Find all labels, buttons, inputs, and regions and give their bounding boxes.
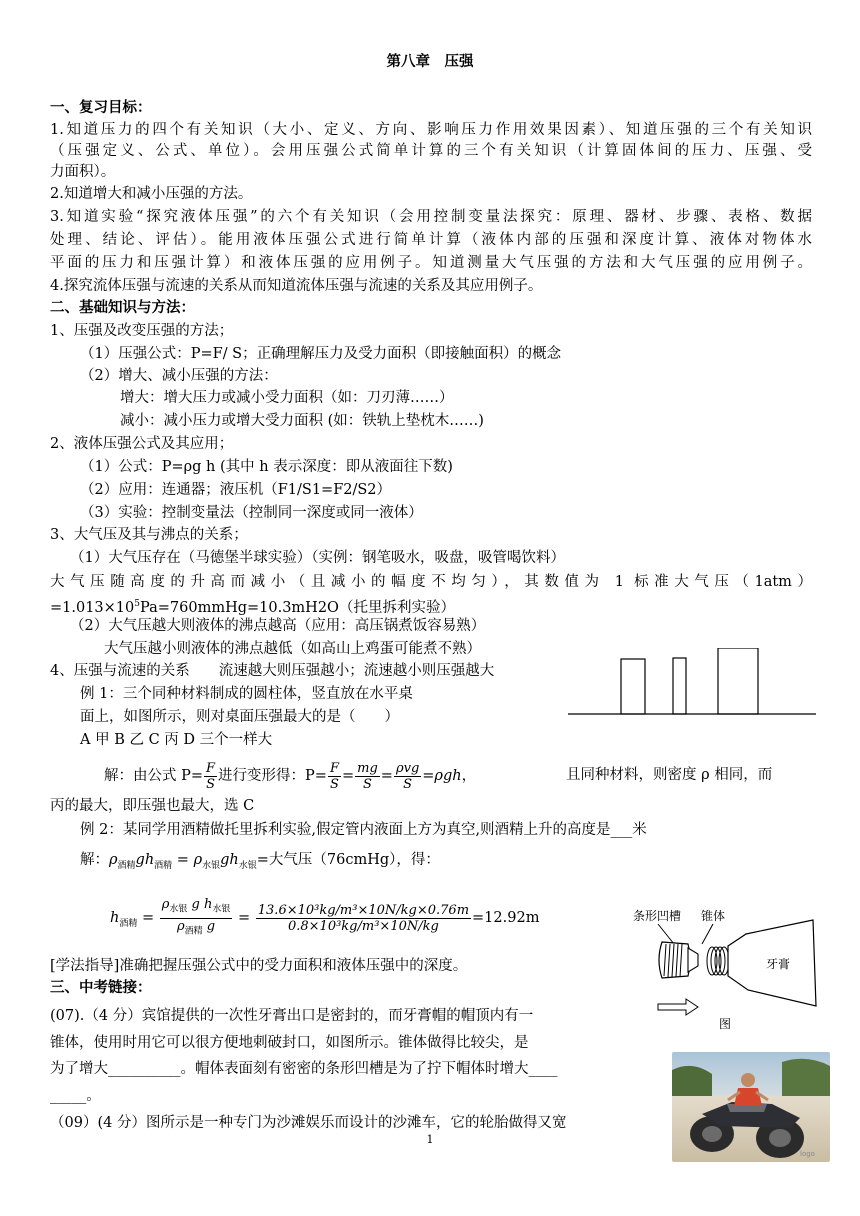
paragraph-line: 大气压随高度的升高而减小（且减小的幅度不均匀），其数值为 1 标准大气压（1atm） [50, 574, 812, 590]
formula-result: ρgh [434, 768, 462, 784]
list-item: （1）大气压存在（马德堡半球实验）（实例：钢笔吸水，吸盘，吸管喝饮料） [70, 550, 565, 566]
paragraph-line [50, 594, 455, 618]
paragraph-line: 力面积）。 [50, 164, 116, 180]
cylinder-jia [621, 659, 645, 714]
example-1-solution-tail: 且同种材料，则密度 ρ 相同，而 [566, 767, 773, 783]
list-item: （2）应用：连通器；液压机（F1/S1=F2/S2） [80, 482, 392, 498]
question-09-line: （09）(4 分）图所示是一种专门为沙滩娱乐而设计的沙滩车，它的轮胎做得又宽 [50, 1115, 567, 1131]
list-item: （3）实验：控制变量法（控制同一深度或同一液体） [80, 505, 423, 521]
list-item: 大气压越小则液体的沸点越低（如高山上鸡蛋可能煮不熟） [104, 641, 481, 657]
example-2-text: 例 2：某同学用酒精做托里拆利实验,假定管内液面上方为真空,则酒精上升的高度是___米 [80, 822, 647, 838]
paragraph-line: 1.知道压力的四个有关知识（大小、定义、方向、影响压力作用效果因素）、知道压强的三个有关知识 [50, 122, 812, 138]
formula-fraction: $\frac{F}{S}$ [329, 760, 339, 792]
list-item: （1）公式：P=ρg h (其中 h 表示深度：即从液面往下数) [80, 459, 453, 475]
list-item: 2、液体压强公式及其应用； [50, 436, 234, 452]
formula-fraction: $\frac{mg}{S}$ [357, 760, 378, 792]
cylinder-bing [718, 648, 758, 714]
paragraph-line: 3.知道实验“探究液体压强”的六个有关知识（会用控制变量法探究：原理、器材、步骤、表格、数据 [50, 209, 812, 225]
question-07-line: 为了增大__________。帽体表面刻有密密的条形凹槽是为了拧下帽体时增大____ [50, 1061, 558, 1077]
superscript: 5 [134, 599, 140, 609]
example-1-solution: 解：由公式 P= $\frac{F}{S}$ 进行变形得：P= $\frac{F}{S}$ = $\frac{mg}{S}$ = $\frac{\text{ρvg}}{S}$ =ρgh， [104, 760, 477, 792]
formula-fraction: $\frac{\text{13.6×10³kg/m³×10N/kg×0.76m}}{\text{0.8×10³kg/m³×10N/kg}}$ [257, 902, 470, 934]
list-item: 增大：增大压力或减小受力面积（如：刀刃薄……） [120, 390, 454, 406]
question-07-line: (07).（4 分）宾馆提供的一次性牙膏出口是密封的，而牙膏帽的帽顶内有一 [50, 1008, 534, 1024]
paragraph-line: （压强定义、公式、单位）。会用压强公式简单计算的三个有关知识（计算固体间的压力、压强、受 [50, 143, 812, 159]
paragraph-line: 处理、结论、评估）。能用液体压强公式进行简单计算（液体内部的压强和深度计算、液体对物体水 [50, 232, 812, 248]
three-cylinders-figure [566, 648, 816, 720]
example-2-formula: $h_{酒精}$ = $\frac{\rho_{水银} g h_{水银}}{\rho_{酒精} g}$ = $\frac{\text{13.6×10³kg/m³×10N/kg×0.76m}}{\text{0.8×10³kg/m³×10N/kg}}$ =12.92m [110, 897, 539, 940]
study-tip: [学法指导]准确把握压强公式中的受力面积和液体压强中的深度。 [50, 958, 468, 974]
section-heading-goals: 一、复习目标： [50, 99, 152, 116]
formula-fraction: $\frac{\rho_{水银} g h_{水银}}{\rho_{酒精} g}$ [161, 897, 231, 937]
list-item: （2）增大、减小压强的方法： [80, 368, 278, 384]
formula-fraction: $\frac{\text{ρvg}}{S}$ [395, 760, 420, 792]
example-1-conclusion: 丙的最大，即压强也最大，选 C [50, 798, 255, 814]
arrow-right-icon [658, 999, 698, 1015]
example-1-options: A 甲 B 乙 C 丙 D 三个一样大 [80, 732, 273, 748]
label-groove: 条形凹槽 [633, 909, 682, 923]
label-paste: 牙膏 [766, 957, 791, 971]
figure-caption: 图 [719, 1017, 732, 1031]
list-item: （2）大气压越大则液体的沸点越高（应用：高压锅煮饭容易熟） [70, 618, 486, 634]
text-span: Pa=760mmHg=10.3mH2O（托里拆利实验） [140, 599, 455, 616]
page-title: 第八章 压强 [386, 53, 474, 70]
paragraph-line: 2.知道增大和减小压强的方法。 [50, 186, 253, 202]
question-07-line: 锥体，使用时用它可以很方便地刺破封口，如图所示。锥体做得比较尖，是 [50, 1035, 529, 1051]
list-item: 减小：减小压力或增大受力面积 (如：铁轨上垫枕木……) [120, 413, 484, 429]
toothpaste-cap-figure [628, 906, 828, 1036]
list-item: （1）压强公式：P=F/ S；正确理解压力及受力面积（即接触面积）的概念 [80, 346, 562, 362]
text-span: 解： [80, 852, 109, 868]
example-1-text: 例 1：三个同种材料制成的圆柱体，竖直放在水平桌 [80, 686, 413, 702]
cap-body [659, 942, 690, 978]
list-item: 1、压强及改变压强的方法； [50, 323, 234, 339]
paragraph-line: 4.探究流体压强与流速的关系从而知道流体压强与流速的关系及其应用例子。 [50, 278, 543, 294]
text-span: =1.013×10 [50, 599, 135, 616]
paragraph-line: 平面的压力和压强计算）和液体压强的应用例子。知道测量大气压强的方法和大气压强的应用例子。 [50, 255, 812, 271]
text-span: =大气压（76cmHg），得： [256, 852, 440, 868]
cylinder-yi [673, 658, 686, 714]
text-span: 解：由公式 P= [104, 768, 204, 784]
section-heading-basics: 二、基础知识与方法： [50, 299, 195, 316]
cone-tip [688, 948, 698, 972]
formula-fraction: $\frac{F}{S}$ [206, 760, 216, 792]
text-span: 进行变形得：P= [218, 768, 327, 784]
section-heading-exam: 三、中考链接： [50, 979, 152, 996]
label-cone: 锥体 [701, 909, 726, 923]
formula-result: =12.92m [472, 910, 540, 927]
svg-text:logo: logo [800, 1150, 815, 1158]
example-2-solution: 解：$\rho_{酒精}gh_{酒精} = \rho_{水银}gh_{水银}=$大气压（76cmHg），得： [80, 852, 440, 871]
page-number: 1 [426, 1133, 434, 1146]
example-1-text: 面上，如图所示，则对桌面压强最大的是（ ） [80, 709, 399, 725]
list-item: 3、大气压及其与沸点的关系； [50, 527, 248, 543]
list-item: 4、压强与流速的关系 流速越大则压强越小；流速越小则压强越大 [50, 663, 495, 679]
question-07-line: _____。 [50, 1088, 101, 1104]
